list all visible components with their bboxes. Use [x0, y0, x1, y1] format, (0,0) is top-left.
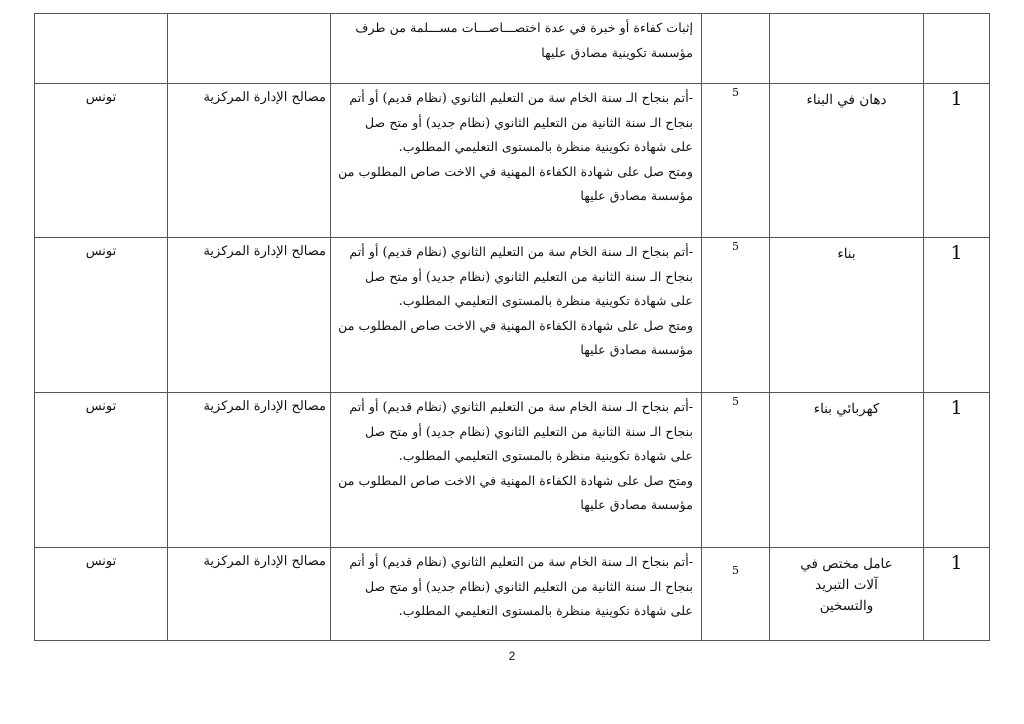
table-row: [35, 84, 990, 238]
department-cell: مصالح الإدارة المركزية: [168, 238, 331, 393]
table-body: [35, 14, 990, 641]
count-cell: [924, 14, 990, 84]
condition-line: ومتح صل على شهادة الكفاءة المهنية في الاخت صاص المطلوب من: [338, 163, 693, 179]
count-cell: 1: [924, 84, 990, 238]
condition-line: ومتح صل على شهادة الكفاءة المهنية في الاخت صاص المطلوب من: [338, 317, 693, 333]
job-title-cell: عامل مختص في آلات التبريد والتسخين: [770, 548, 924, 641]
level-cell: 5: [702, 238, 770, 393]
condition-line: على شهادة تكوينية منظرة بالمستوى التعليمي المطلوب.: [398, 139, 693, 154]
condition-line: -أتم بنجاح الـ سنة الخام سة من التعليم الثانوي (نظام قديم) أو أتم: [349, 399, 693, 414]
job-title-cell: دهان في البناء: [770, 84, 924, 238]
level-cell: 5: [702, 548, 770, 641]
conditions-cell: [331, 393, 702, 548]
job-title-cell: بناء: [770, 238, 924, 393]
department-cell: مصالح الإدارة المركزية: [168, 548, 331, 641]
condition-line: على شهادة تكوينية منظرة بالمستوى التعليمي المطلوب.: [398, 448, 693, 463]
level-cell: [702, 14, 770, 84]
condition-line: -أتم بنجاح الـ سنة الخام سة من التعليم الثانوي (نظام قديم) أو أتم: [349, 90, 693, 105]
conditions-cell: [331, 238, 702, 393]
condition-line: إثبات كفاءة أو خبرة في عدة اختصـــاصـــات مســـلمة من طرف: [355, 20, 693, 35]
department-cell: مصالح الإدارة المركزية: [168, 393, 331, 548]
conditions-cell: [331, 548, 702, 641]
condition-line: مؤسسة مصادق عليها: [580, 342, 693, 357]
condition-line: بنجاح الـ سنة الثانية من التعليم الثانوي (نظام جديد) أو متح صل: [364, 423, 693, 439]
conditions-cell: [331, 14, 702, 84]
count-cell: 1: [924, 238, 990, 393]
conditions-cell: [331, 84, 702, 238]
city-cell: تونس: [35, 84, 168, 238]
city-cell: [35, 14, 168, 84]
city-cell: تونس: [35, 548, 168, 641]
level-cell: 5: [702, 393, 770, 548]
department-cell: [168, 14, 331, 84]
condition-line: على شهادة تكوينية منظرة بالمستوى التعليمي المطلوب.: [398, 293, 693, 308]
condition-line: مؤسسة مصادق عليها: [580, 497, 693, 512]
condition-line: -أتم بنجاح الـ سنة الخام سة من التعليم الثانوي (نظام قديم) أو أتم: [349, 554, 693, 569]
table-row: [35, 548, 990, 641]
condition-line: مؤسسة تكوينية مصادق عليها: [541, 44, 693, 60]
city-cell: تونس: [35, 238, 168, 393]
condition-line: بنجاح الـ سنة الثانية من التعليم الثانوي (نظام جديد) أو متح صل: [364, 114, 693, 130]
table-row: [35, 14, 990, 84]
table-row: [35, 238, 990, 393]
condition-line: بنجاح الـ سنة الثانية من التعليم الثانوي (نظام جديد) أو متح صل: [364, 578, 693, 594]
job-title-cell: [770, 14, 924, 84]
level-cell: 5: [702, 84, 770, 238]
condition-line: على شهادة تكوينية منظرة بالمستوى التعليمي المطلوب.: [398, 603, 693, 618]
job-title-cell: كهربائي بناء: [770, 393, 924, 548]
condition-line: ومتح صل على شهادة الكفاءة المهنية في الاخت صاص المطلوب من: [338, 472, 693, 488]
recruitment-table: [34, 13, 990, 641]
condition-line: مؤسسة مصادق عليها: [580, 188, 693, 203]
city-cell: تونس: [35, 393, 168, 548]
condition-line: -أتم بنجاح الـ سنة الخام سة من التعليم الثانوي (نظام قديم) أو أتم: [349, 244, 693, 259]
count-cell: 1: [924, 393, 990, 548]
condition-line: بنجاح الـ سنة الثانية من التعليم الثانوي (نظام جديد) أو متح صل: [364, 268, 693, 284]
department-cell: مصالح الإدارة المركزية: [168, 84, 331, 238]
page-number: 2: [508, 649, 516, 663]
table-row: [35, 393, 990, 548]
count-cell: 1: [924, 548, 990, 641]
